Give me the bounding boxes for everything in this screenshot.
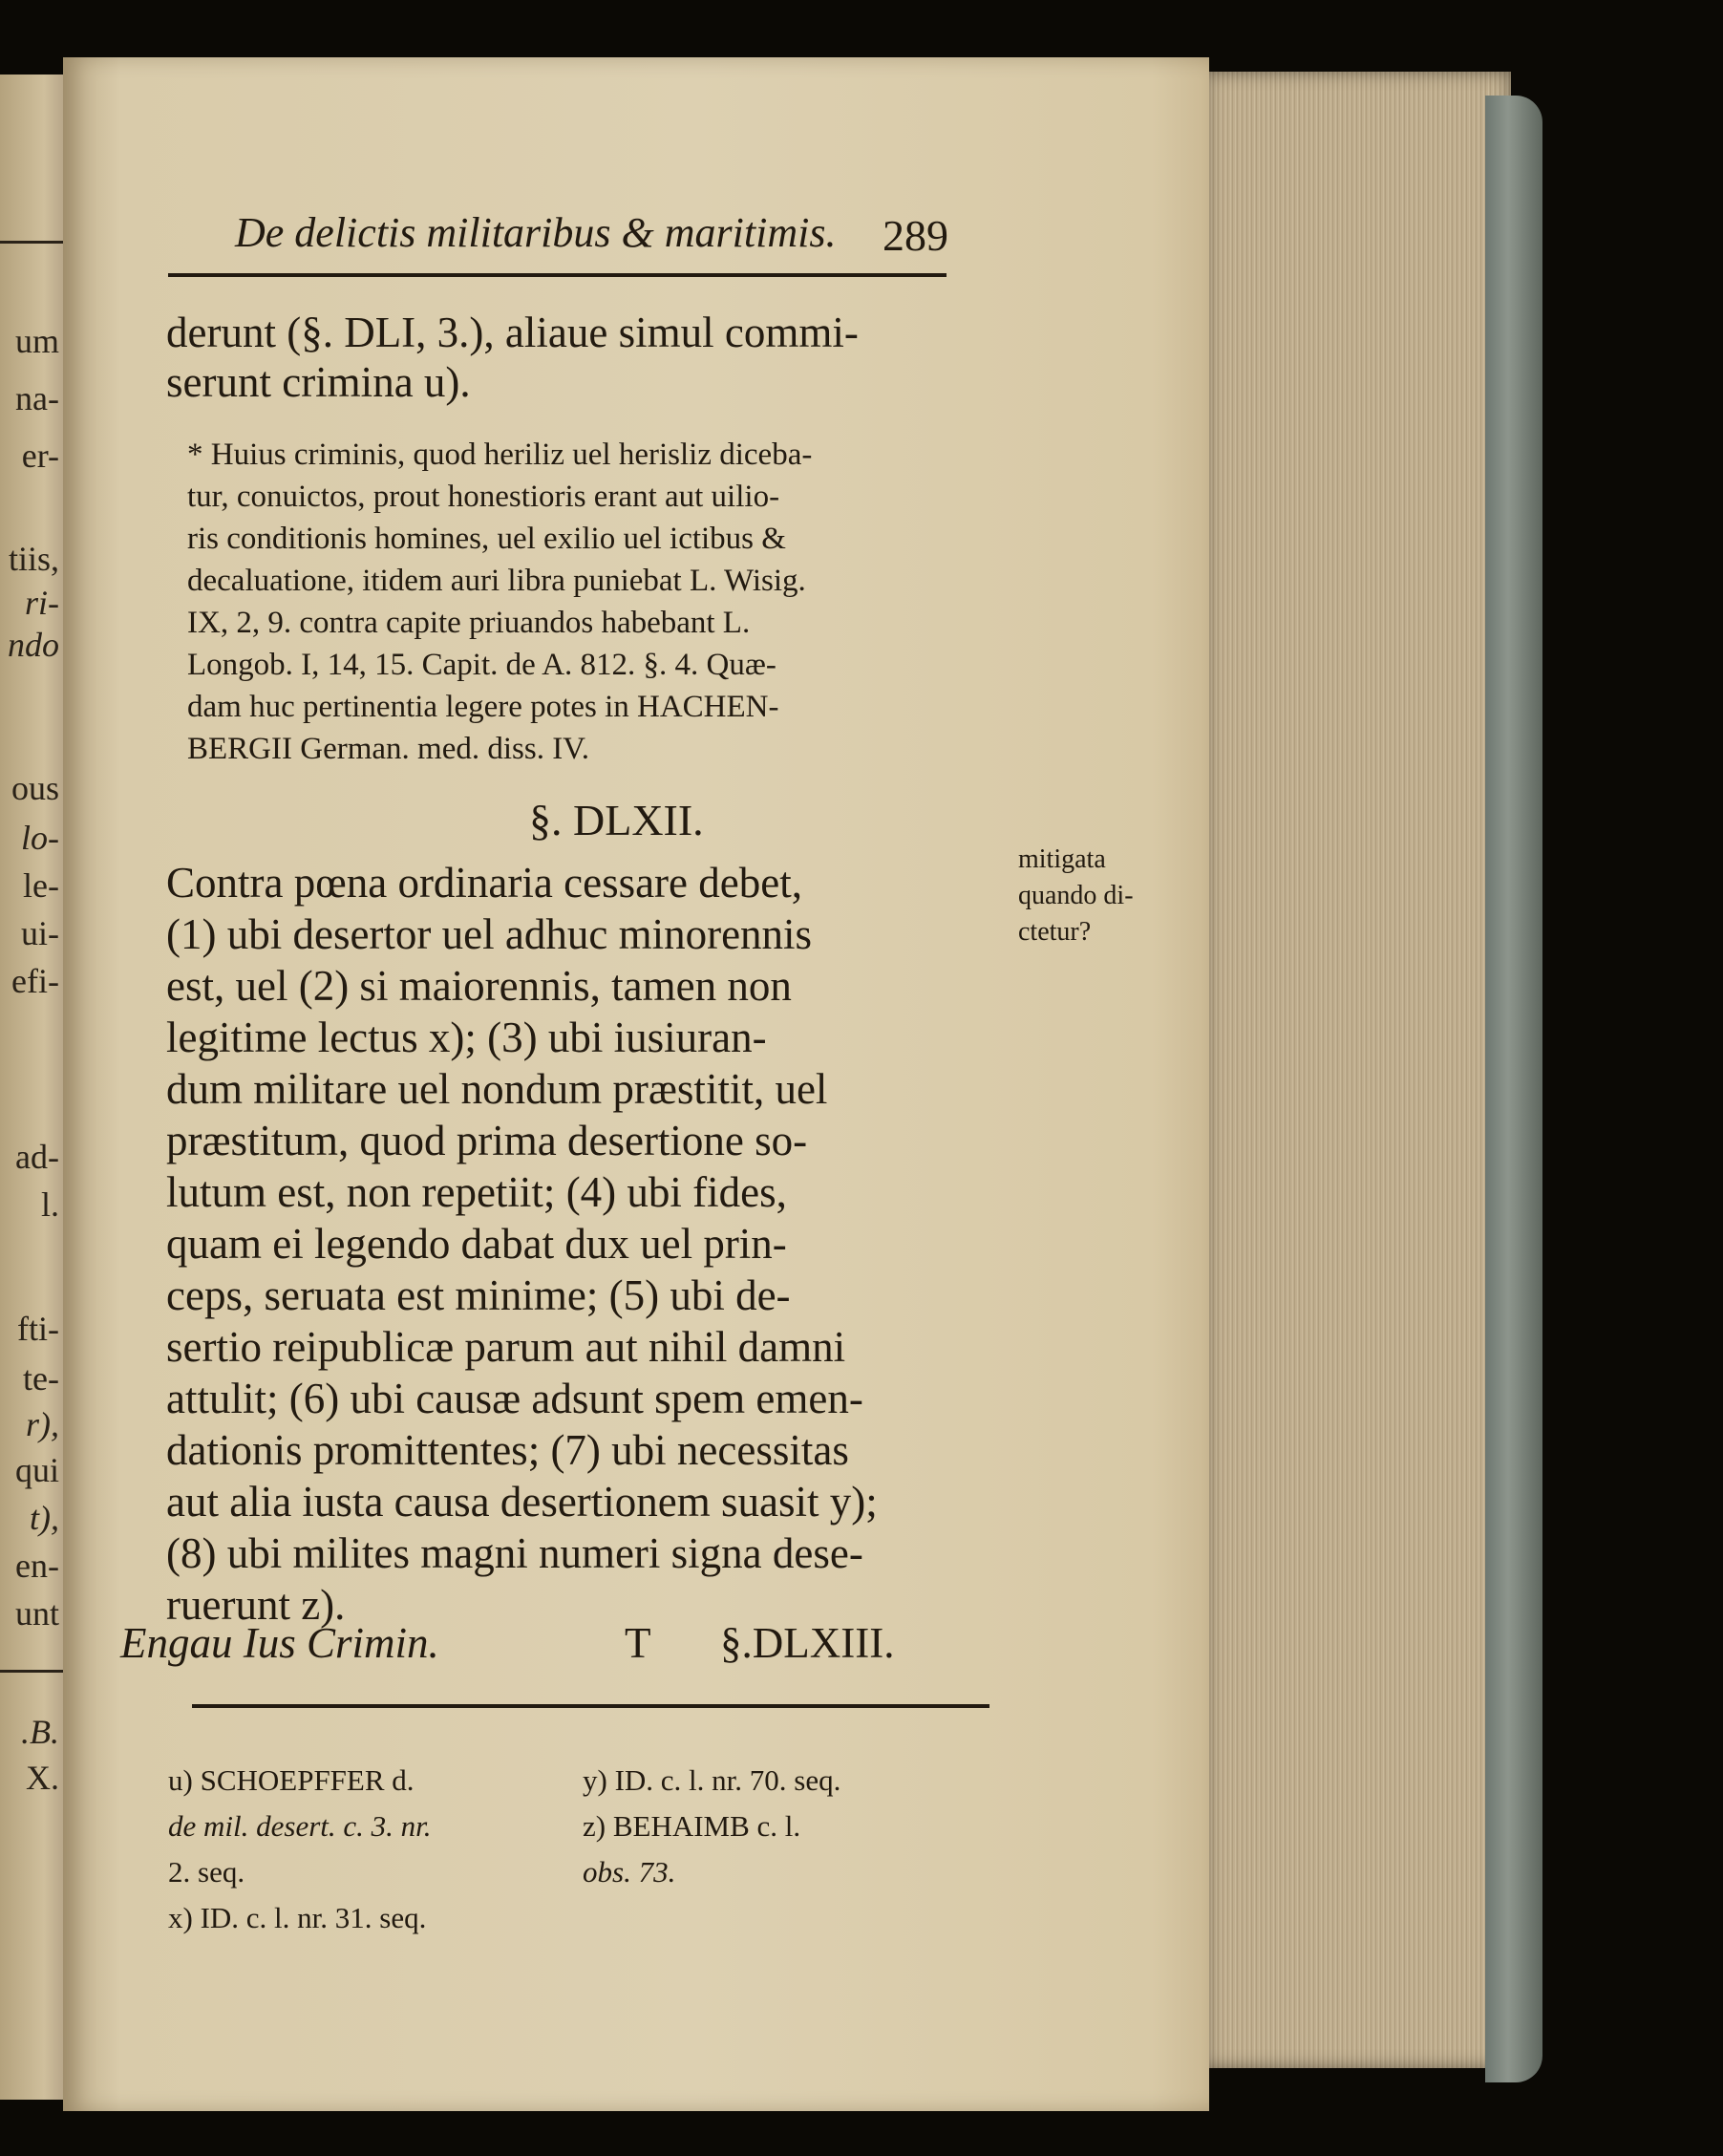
margin-fragment: ous	[11, 769, 59, 807]
footnote-line: x) ID. c. l. nr. 31. seq.	[168, 1901, 427, 1934]
body-line: lutum est, non repetiit; (4) ubi fides,	[166, 1168, 787, 1216]
note-line: decaluatione, itidem auri libra puniebat L. Wisig.	[187, 564, 806, 598]
left-bottom-rule	[0, 1670, 63, 1673]
margin-fragment: um	[14, 322, 59, 360]
page-block-edges	[1205, 72, 1511, 2068]
head-rule	[168, 273, 947, 277]
body-line: legitime lectus x); (3) ubi iusiuran-	[166, 1014, 767, 1061]
margin-fragment: ndo	[8, 626, 59, 664]
note-line: Longob. I, 14, 15. Capit. de A. 812. §. 4. Quæ-	[187, 648, 776, 682]
margin-fragment: na-	[15, 379, 59, 417]
book-page	[63, 57, 1209, 2111]
book-cover	[1485, 96, 1542, 2082]
side-note-line: ctetur?	[1018, 917, 1092, 947]
left-page-margin-text	[0, 75, 63, 2100]
footnote-line: obs. 73.	[583, 1855, 676, 1889]
note-line: * Huius criminis, quod heriliz uel herisliz diceba-	[187, 438, 813, 472]
short-title: Engau Ius Crimin.	[120, 1619, 439, 1667]
note-line: IX, 2, 9. contra capite priuandos habebant L.	[187, 606, 751, 640]
body-line: est, uel (2) si maiorennis, tamen non	[166, 962, 792, 1010]
body-line: præstitum, quod prima desertione so-	[166, 1117, 808, 1164]
margin-fragment: ui-	[21, 914, 59, 952]
body-line: (8) ubi milites magni numeri signa dese-	[166, 1529, 863, 1577]
left-page-edge	[0, 75, 63, 2100]
footnote-line: de mil. desert. c. 3. nr.	[168, 1809, 432, 1843]
margin-fragment: r),	[26, 1405, 59, 1443]
margin-fragment: ad-	[15, 1138, 59, 1176]
body-line: dationis promittentes; (7) ubi necessitas	[166, 1426, 849, 1474]
body-line: serunt crimina u).	[166, 358, 471, 406]
margin-fragment: en-	[15, 1547, 59, 1585]
margin-fragment: unt	[14, 1594, 59, 1633]
body-line: quam ei legendo dabat dux uel prin-	[166, 1220, 787, 1268]
margin-fragment: ri-	[25, 584, 59, 622]
signature-mark: T	[625, 1619, 651, 1667]
note-line: dam huc pertinentia legere potes in HACHEN-	[187, 690, 779, 724]
margin-fragment: er-	[21, 437, 59, 475]
margin-fragment: te-	[23, 1359, 59, 1398]
footnote-line: u) SCHOEPFFER d.	[168, 1763, 415, 1797]
footnote-line: y) ID. c. l. nr. 70. seq.	[583, 1763, 841, 1797]
page-number: 289	[883, 211, 948, 260]
footnote-line: 2. seq.	[168, 1855, 245, 1889]
running-head-title: De delictis militaribus & maritimis.	[235, 209, 837, 256]
note-line: tur, conuictos, prout honestioris erant aut uilio-	[187, 480, 780, 514]
margin-fragment: tiis,	[8, 540, 59, 578]
catchword: §.DLXIII.	[720, 1619, 895, 1667]
margin-fragment: lo-	[21, 819, 59, 857]
margin-fragment: l.	[40, 1185, 59, 1224]
margin-fragment: .B.	[21, 1713, 59, 1751]
body-line: derunt (§. DLI, 3.), aliaue simul commi-	[166, 309, 859, 356]
footnote-rule	[192, 1704, 989, 1708]
body-line: ceps, seruata est minime; (5) ubi de-	[166, 1271, 791, 1319]
margin-fragment: fti-	[17, 1310, 59, 1348]
body-line: dum militare uel nondum præstitit, uel	[166, 1065, 828, 1113]
section-title: §. DLXII.	[529, 796, 704, 844]
body-line: Contra pœna ordinaria cessare debet,	[166, 859, 802, 907]
margin-fragment: qui	[14, 1451, 59, 1489]
margin-fragment: t),	[30, 1499, 59, 1537]
margin-fragment: X.	[26, 1759, 59, 1797]
side-note-line: mitigata	[1018, 844, 1106, 874]
margin-fragment: le-	[23, 866, 59, 905]
body-line: aut alia iusta causa desertionem suasit y);	[166, 1478, 878, 1526]
footnote-line: z) BEHAIMB c. l.	[583, 1809, 801, 1843]
side-note-line: quando di-	[1018, 881, 1134, 910]
margin-fragment: efi-	[11, 962, 59, 1000]
body-line: ruerunt z).	[166, 1581, 346, 1629]
body-line: attulit; (6) ubi causæ adsunt spem emen-	[166, 1375, 863, 1422]
note-line: BERGII German. med. diss. IV.	[187, 732, 590, 766]
note-line: ris conditionis homines, uel exilio uel ictibus &	[187, 522, 786, 556]
left-head-rule	[0, 241, 63, 244]
body-line: sertio reipublicæ parum aut nihil damni	[166, 1323, 846, 1371]
body-line: (1) ubi desertor uel adhuc minorennis	[166, 910, 813, 958]
